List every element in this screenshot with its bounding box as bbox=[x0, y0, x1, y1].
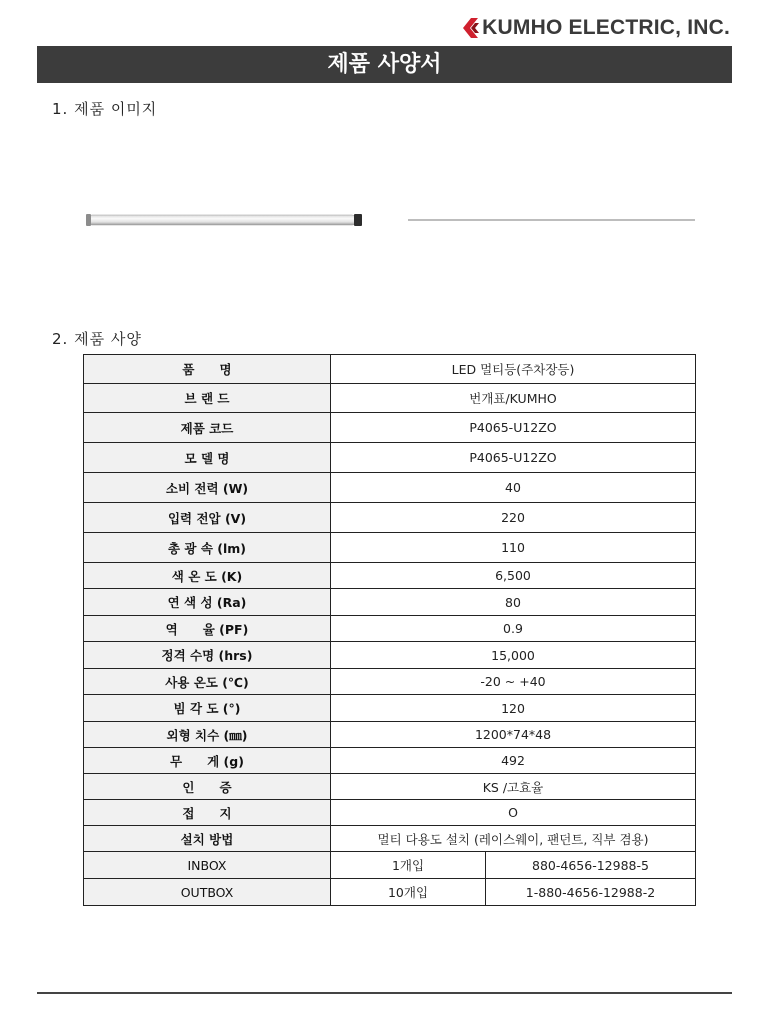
spec-value: LED 멀티등(주차장등) bbox=[331, 355, 696, 384]
spec-label: 연 색 성 (Ra) bbox=[84, 589, 331, 616]
spec-label: 역 율 (PF) bbox=[84, 616, 331, 642]
spec-label: 외형 치수 (㎜) bbox=[84, 722, 331, 748]
packaging-barcode: 1-880-4656-12988-2 bbox=[486, 879, 696, 906]
spec-value: 1200*74*48 bbox=[331, 722, 696, 748]
spec-label: 무 게 (g) bbox=[84, 748, 331, 774]
spec-row bbox=[84, 800, 696, 826]
spec-value: 번개표/KUMHO bbox=[331, 384, 696, 413]
packaging-row bbox=[84, 852, 696, 879]
section-heading-spec: 2. 제품 사양 bbox=[52, 330, 142, 348]
spec-value: 멀티 다용도 설치 (레이스웨이, 팬던트, 직부 겸용) bbox=[331, 826, 696, 852]
spec-value: 0.9 bbox=[331, 616, 696, 642]
packaging-row bbox=[84, 879, 696, 906]
page-title: 제품 사양서 bbox=[37, 46, 732, 83]
spec-row bbox=[84, 642, 696, 669]
packaging-label: OUTBOX bbox=[84, 879, 331, 906]
spec-value: 80 bbox=[331, 589, 696, 616]
footer-divider bbox=[37, 992, 732, 994]
spec-value: 110 bbox=[331, 533, 696, 563]
spec-table bbox=[83, 354, 696, 906]
spec-row bbox=[84, 669, 696, 695]
spec-value: -20 ~ +40 bbox=[331, 669, 696, 695]
spec-label: 브 랜 드 bbox=[84, 384, 331, 413]
company-logo bbox=[462, 14, 730, 42]
product-image-led-tube bbox=[86, 213, 362, 227]
spec-label: 사용 온도 (℃) bbox=[84, 669, 331, 695]
spec-label: 빔 각 도 (°) bbox=[84, 695, 331, 722]
spec-label: 소비 전력 (W) bbox=[84, 473, 331, 503]
packaging-label: INBOX bbox=[84, 852, 331, 879]
spec-label: 인 증 bbox=[84, 774, 331, 800]
spec-label: 입력 전압 (V) bbox=[84, 503, 331, 533]
spec-label: 설치 방법 bbox=[84, 826, 331, 852]
spec-value: 492 bbox=[331, 748, 696, 774]
spec-label: 색 온 도 (K) bbox=[84, 563, 331, 589]
spec-row bbox=[84, 355, 696, 384]
spec-value: P4065-U12ZO bbox=[331, 413, 696, 443]
spec-value: 15,000 bbox=[331, 642, 696, 669]
packaging-barcode: 880-4656-12988-5 bbox=[486, 852, 696, 879]
spec-value: 40 bbox=[331, 473, 696, 503]
spec-row bbox=[84, 503, 696, 533]
spec-label: 접 지 bbox=[84, 800, 331, 826]
spec-label: 제품 코드 bbox=[84, 413, 331, 443]
spec-value: P4065-U12ZO bbox=[331, 443, 696, 473]
packaging-quantity: 10개입 bbox=[331, 879, 486, 906]
spec-row bbox=[84, 473, 696, 503]
spec-row bbox=[84, 722, 696, 748]
spec-row bbox=[84, 616, 696, 642]
spec-row bbox=[84, 533, 696, 563]
spec-label: 모 델 명 bbox=[84, 443, 331, 473]
spec-row bbox=[84, 563, 696, 589]
spec-row bbox=[84, 589, 696, 616]
spec-row bbox=[84, 774, 696, 800]
spec-value: O bbox=[331, 800, 696, 826]
spec-row bbox=[84, 748, 696, 774]
spec-row bbox=[84, 826, 696, 852]
spec-row bbox=[84, 384, 696, 413]
spec-row bbox=[84, 413, 696, 443]
kumho-logo-mark-icon bbox=[462, 17, 480, 39]
brand-name: KUMHO ELECTRIC, INC. bbox=[482, 16, 730, 39]
spec-row bbox=[84, 695, 696, 722]
spec-value: 220 bbox=[331, 503, 696, 533]
spec-value: 6,500 bbox=[331, 563, 696, 589]
spec-value: KS /고효율 bbox=[331, 774, 696, 800]
spec-label: 정격 수명 (hrs) bbox=[84, 642, 331, 669]
packaging-quantity: 1개입 bbox=[331, 852, 486, 879]
section-heading-image: 1. 제품 이미지 bbox=[52, 100, 158, 118]
spec-label: 총 광 속 (lm) bbox=[84, 533, 331, 563]
spec-row bbox=[84, 443, 696, 473]
spec-label: 품 명 bbox=[84, 355, 331, 384]
product-image-side-view bbox=[408, 219, 695, 221]
spec-value: 120 bbox=[331, 695, 696, 722]
